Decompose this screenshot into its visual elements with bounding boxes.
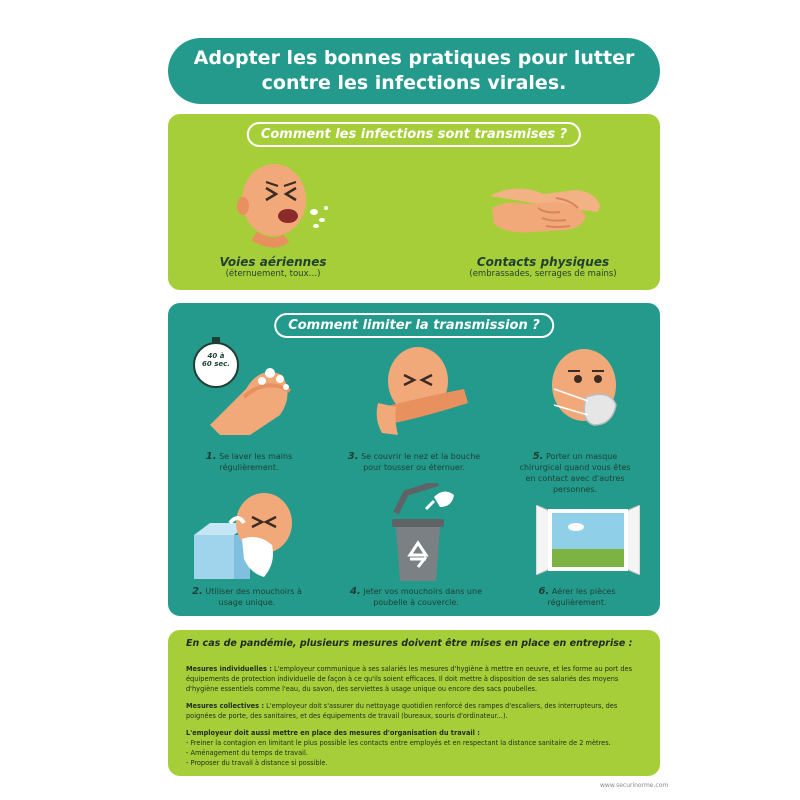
step-2-text: Utiliser des mouchoirs à usage unique. bbox=[205, 587, 302, 607]
hand-washing-icon bbox=[190, 335, 310, 439]
sneezing-face-icon bbox=[226, 158, 336, 250]
open-window-icon bbox=[536, 505, 640, 575]
face-mask-icon bbox=[540, 345, 630, 435]
pandemic-measures-text bbox=[186, 638, 646, 768]
prevention-heading: Comment limiter la transmission ? bbox=[274, 313, 554, 338]
collective-measures bbox=[186, 701, 646, 721]
contact-label bbox=[458, 255, 628, 279]
individual-measures bbox=[186, 664, 646, 694]
step-5 bbox=[514, 451, 636, 495]
step-3-text: Se couvrir le nez et la bouche pour tousser ou éternuer. bbox=[361, 452, 481, 472]
organisation-label: L'employeur doit aussi mettre en place des mesures d'organisation du travail : bbox=[186, 729, 480, 737]
airborne-label bbox=[198, 255, 348, 279]
step-3-number: 3. bbox=[347, 451, 359, 462]
timer-label bbox=[201, 352, 231, 368]
step-2 bbox=[184, 586, 310, 608]
airborne-title: Voies aériennes bbox=[219, 255, 327, 269]
step-4-text: Jeter vos mouchoirs dans une poubelle à couvercle. bbox=[363, 587, 482, 607]
prevention-panel bbox=[168, 303, 660, 616]
step-3 bbox=[344, 451, 484, 473]
timer-line-1: 40 à bbox=[207, 352, 225, 360]
organisation-item: - Freiner la contagion en limitant le plus possible les contacts entre employés et en respectant la distance sanitaire de 2 mètres. bbox=[186, 739, 611, 747]
airborne-subtitle: (éternuement, toux…) bbox=[225, 269, 321, 279]
step-5-number: 5. bbox=[532, 451, 544, 462]
step-6-text: Aérer les pièces régulièrement. bbox=[547, 587, 616, 607]
poster bbox=[168, 36, 660, 796]
pandemic-heading: En cas de pandémie, plusieurs mesures doivent être mises en place en entreprise : bbox=[186, 638, 633, 649]
footer-url: www.securinorme.com bbox=[600, 782, 669, 789]
transmission-panel bbox=[168, 114, 660, 290]
transmission-heading: Comment les infections sont transmises ? bbox=[247, 122, 581, 147]
timer-line-2: 60 sec. bbox=[202, 360, 230, 368]
organisation-item: - Aménagement du temps de travail. bbox=[186, 749, 308, 757]
individual-measures-label: Mesures individuelles : bbox=[186, 665, 272, 673]
page-title bbox=[168, 38, 660, 104]
collective-measures-label: Mesures collectives : bbox=[186, 702, 264, 710]
contact-title: Contacts physiques bbox=[476, 255, 610, 269]
step-6-number: 6. bbox=[538, 586, 550, 597]
step-2-number: 2. bbox=[192, 586, 203, 597]
step-4-number: 4. bbox=[350, 586, 361, 597]
trash-bin-icon bbox=[382, 483, 462, 583]
tissue-icon bbox=[190, 493, 300, 587]
handshake-icon bbox=[486, 178, 604, 248]
title-line-2: contre les infections virales. bbox=[261, 72, 567, 94]
pandemic-measures-panel bbox=[168, 630, 660, 776]
title-line-1: Adopter les bonnes pratiques pour lutter bbox=[193, 47, 635, 69]
step-5-text: Porter un masque chirurgical quand vous êtes en contact avec d'autres personnes. bbox=[519, 452, 631, 494]
step-1-text: Se laver les mains régulièrement. bbox=[219, 452, 293, 472]
step-1-number: 1. bbox=[205, 451, 217, 462]
step-4 bbox=[350, 586, 482, 608]
step-6 bbox=[522, 586, 632, 608]
individual-measures-text: L'employeur communique à ses salariés les mesures d'hygiène à mettre en oeuvre, et les forme au port des équipements de protection individuelle de façon à ce qu'ils soient efficaces. Il doit mettre à disposition de ses salariés des moyens d'hygiène essentiels comme l'eau, du savon, des serviettes à usage unique ou encore des sacs poubelles. bbox=[186, 665, 633, 693]
organisation-item: - Proposer du travail à distance si possible. bbox=[186, 759, 328, 767]
contact-subtitle: (embrassades, serrages de mains) bbox=[469, 269, 617, 279]
elbow-cough-icon bbox=[364, 343, 474, 443]
step-1 bbox=[184, 451, 314, 473]
collective-measures-text: L'employeur doit s'assurer du nettoyage quotidien renforcé des rampes d'escaliers, des interrupteurs, des poignées de porte, des sanitaires, et des équipements de travail (bureaux, souris d'ordinateur...). bbox=[186, 702, 618, 720]
organisation-measures bbox=[186, 728, 646, 768]
